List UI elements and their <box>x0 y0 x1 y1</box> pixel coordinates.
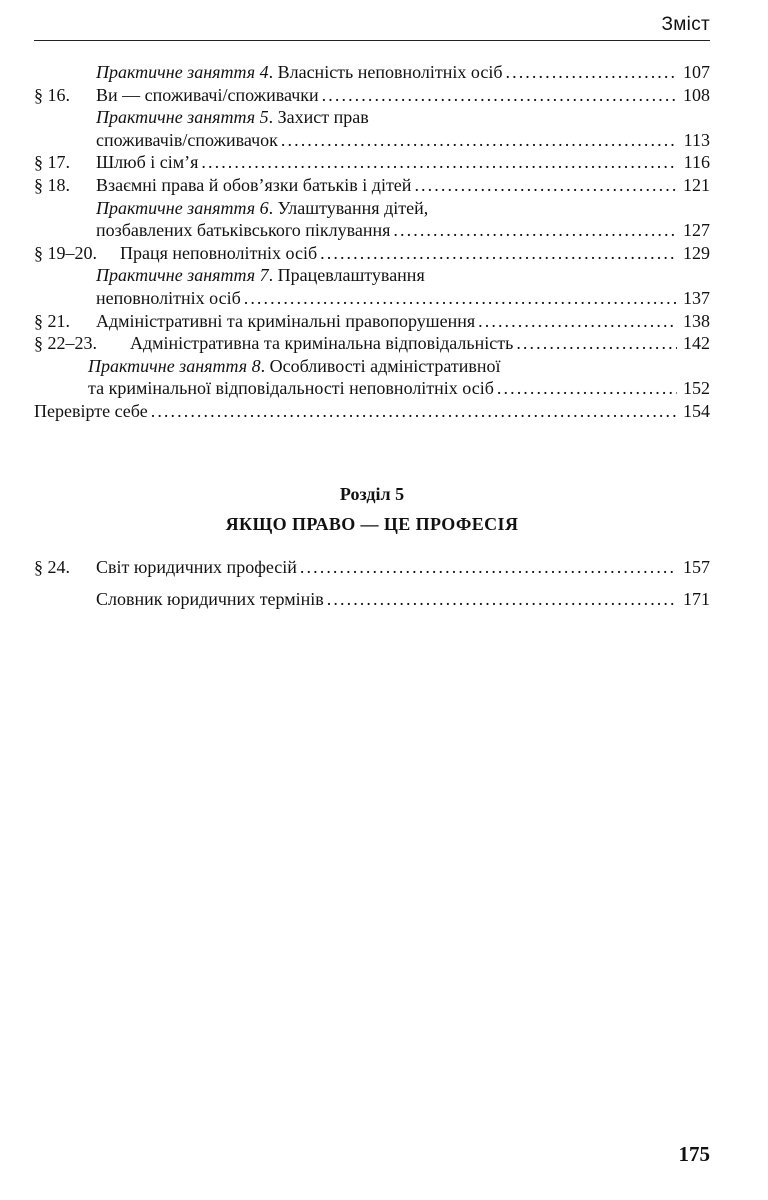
toc-entry-text: та кримінальної відповідальності неповнолітніх осіб <box>88 378 494 399</box>
running-header-title: Зміст <box>661 14 710 35</box>
toc-entry-text: позбавлених батьківського піклування <box>96 220 391 241</box>
toc-entry-number: § 17. <box>34 152 70 173</box>
toc-leader-dots <box>201 151 677 174</box>
toc-entry <box>34 355 710 378</box>
toc-page-number: 152 <box>683 378 710 399</box>
toc-entry-title <box>96 310 475 333</box>
toc-entry <box>34 106 710 129</box>
toc-leader-dots <box>244 287 677 310</box>
practical-lesson-label: Практичне заняття 8 <box>88 355 261 376</box>
toc-entry-title <box>96 219 390 242</box>
toc-entry-title <box>96 551 297 583</box>
toc-entry <box>34 242 710 265</box>
toc-entry-title <box>88 377 494 400</box>
toc-entry-number: § 21. <box>34 310 70 331</box>
toc-entry-text: . Улаштування дітей, <box>268 197 429 218</box>
toc-entry-title <box>96 151 198 174</box>
toc-page-number: 116 <box>683 152 710 173</box>
toc-entry-title <box>96 287 241 310</box>
toc-entry-number: § 16. <box>34 84 70 105</box>
toc-entry-text: Ви — споживачі/споживачки <box>96 84 319 105</box>
toc-entry-title <box>96 84 319 107</box>
toc-entry-title <box>96 264 425 287</box>
toc-page-number: 154 <box>683 400 710 421</box>
toc-leader-dots <box>516 332 677 355</box>
toc-entry-text: споживачів/споживачок <box>96 129 278 150</box>
toc-leader-dots <box>281 129 677 152</box>
toc-leader-dots <box>320 242 677 265</box>
toc-entry-title <box>88 355 501 378</box>
toc-page-number: 129 <box>683 242 710 263</box>
toc-entry-text: Словник юридичних термінів <box>96 589 324 609</box>
header-rule <box>34 40 710 41</box>
toc-entry-text: . Особливості адміністративної <box>260 355 501 376</box>
section-title: ЯКЩО ПРАВО — ЦЕ ПРОФЕСІЯ <box>225 514 519 534</box>
toc-entry-text: Перевірте себе <box>34 400 148 421</box>
toc-entry <box>34 151 710 174</box>
toc-entry <box>34 287 710 310</box>
toc-entry-text: Світ юридичних професій <box>96 557 297 577</box>
toc-entry <box>34 551 710 583</box>
toc-leader-dots <box>497 377 677 400</box>
toc-entry-number: § 22–23. <box>34 333 97 354</box>
toc-entry-number: § 19–20. <box>34 242 97 263</box>
toc-entry-title <box>96 197 428 220</box>
toc-leader-dots <box>414 174 677 197</box>
toc-entry-title <box>120 242 317 265</box>
toc-entry-text: неповнолітніх осіб <box>96 287 241 308</box>
toc-leader-dots <box>506 61 678 84</box>
practical-lesson-label: Практичне заняття 4 <box>96 62 269 82</box>
toc-entry-title <box>34 400 148 423</box>
toc-entry-text: Адміністративна та кримінальна відповідальність <box>130 333 514 354</box>
toc-entry <box>34 377 710 400</box>
toc-entry <box>34 129 710 152</box>
page-number: 175 <box>678 1142 710 1166</box>
toc-entry <box>34 174 710 197</box>
toc-page-number: 113 <box>683 129 710 150</box>
toc-entry-text: . Власність неповнолітніх осіб <box>268 62 503 82</box>
toc-entry-text: Адміністративні та кримінальні правопорушення <box>96 310 476 331</box>
toc-entry-title <box>96 174 411 197</box>
toc-leader-dots <box>151 400 677 423</box>
toc-leader-dots <box>393 219 677 242</box>
toc-entry <box>34 583 710 615</box>
toc-entry-text: Взаємні права й обов’язки батьків і дітей <box>96 174 412 195</box>
toc-entry <box>34 332 710 355</box>
toc-entry-title <box>130 332 513 355</box>
toc-entry-text: . Працевлаштування <box>268 265 425 286</box>
practical-lesson-label: Практичне заняття 7 <box>96 265 269 286</box>
toc-entry-text: . Захист прав <box>268 107 369 128</box>
toc-page-number: 107 <box>683 62 710 82</box>
toc-page-number: 171 <box>683 589 710 609</box>
toc-leader-dots <box>300 551 677 583</box>
toc-page-number: 137 <box>683 287 710 308</box>
toc-entry-number: § 18. <box>34 174 70 195</box>
toc-page-number: 127 <box>683 220 710 241</box>
toc-leader-dots <box>327 583 677 615</box>
toc-entry <box>34 84 710 107</box>
toc-entry-text: Шлюб і сім’я <box>96 152 199 173</box>
toc-entry <box>34 61 710 84</box>
toc-entry <box>34 310 710 333</box>
toc-leader-dots <box>322 84 677 107</box>
toc-entry-title <box>96 129 278 152</box>
toc-entry-text: Праця неповнолітніх осіб <box>120 242 318 263</box>
toc-entry-title <box>96 583 324 615</box>
toc-entry <box>34 400 710 423</box>
toc-entry <box>34 219 710 242</box>
toc-entry <box>34 264 710 287</box>
toc-page-number: 142 <box>683 333 710 354</box>
toc-list-part2 <box>34 551 710 615</box>
toc-leader-dots <box>478 310 677 333</box>
toc-entry-number: § 24. <box>34 557 70 577</box>
toc-page-number: 121 <box>683 174 710 195</box>
toc-entry-title <box>96 61 503 84</box>
toc-entry <box>34 197 710 220</box>
toc-page-number: 108 <box>683 84 710 105</box>
section-label: Розділ 5 <box>339 484 405 504</box>
toc-entry-title <box>96 106 369 129</box>
toc-page-number: 138 <box>683 310 710 331</box>
toc-list-part1 <box>34 61 710 423</box>
practical-lesson-label: Практичне заняття 5 <box>96 107 269 128</box>
toc-page-number: 157 <box>683 557 710 577</box>
practical-lesson-label: Практичне заняття 6 <box>96 197 269 218</box>
